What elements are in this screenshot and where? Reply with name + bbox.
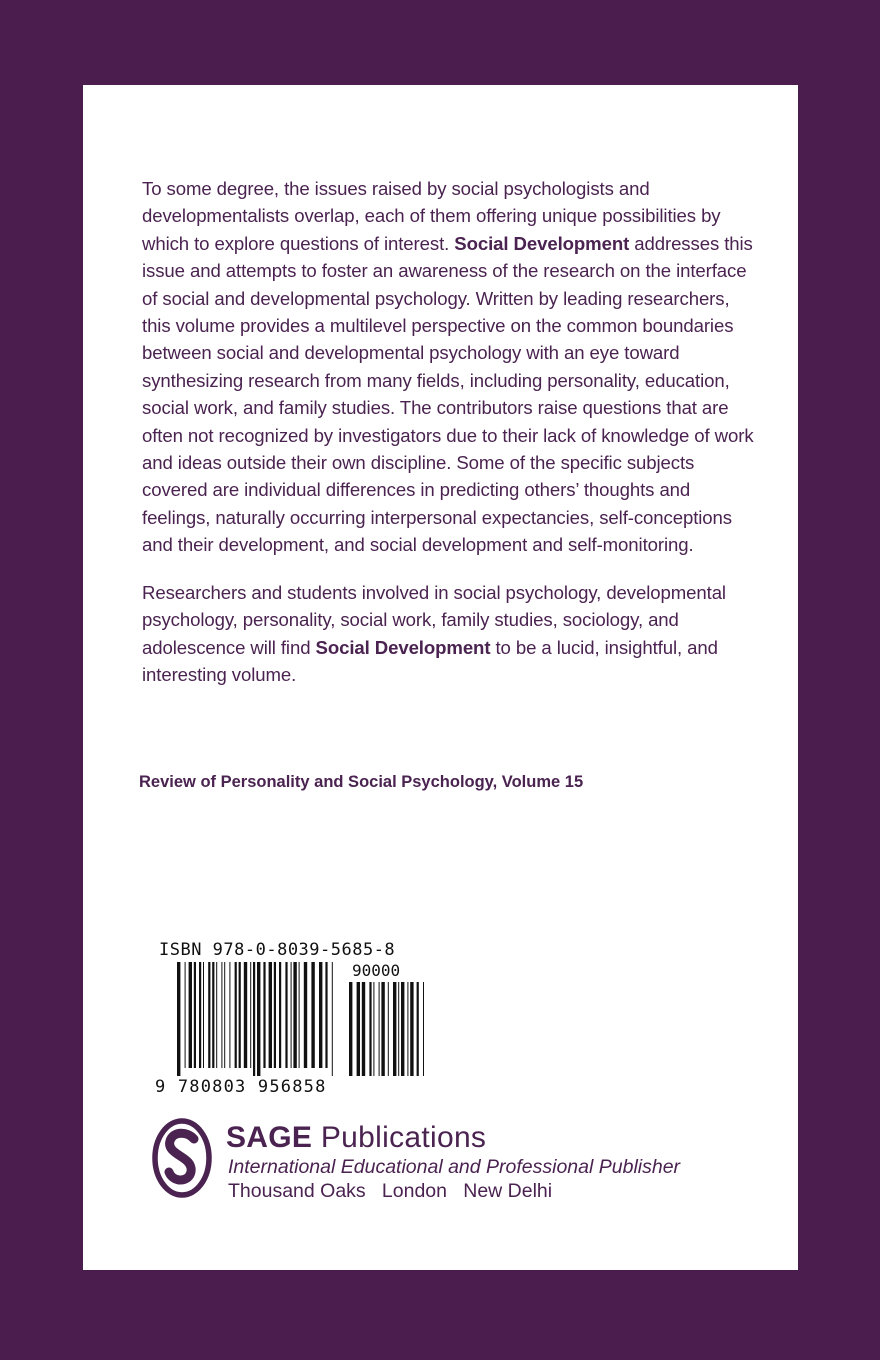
- barcode-bar: [235, 962, 237, 1068]
- barcode-bar: [362, 982, 365, 1076]
- publisher-tagline: International Educational and Professional Publisher: [228, 1156, 681, 1178]
- barcode-bar: [253, 962, 255, 1076]
- publisher-name-bold: SAGE: [226, 1121, 313, 1154]
- barcode-bar: [388, 982, 389, 1076]
- publisher-name-rest: Publications: [312, 1121, 487, 1154]
- barcode-bar: [250, 962, 251, 1068]
- barcode-bar: [279, 962, 281, 1068]
- barcode-bar: [304, 962, 307, 1068]
- barcode-bar: [263, 962, 265, 1068]
- barcode-bar: [299, 962, 300, 1068]
- barcode-bar: [311, 962, 314, 1068]
- series-line: Review of Personality and Social Psychology, Volume 15: [139, 773, 584, 791]
- barcode-bar: [208, 962, 210, 1068]
- description-text: To some degree, the issues raised by social psychologists and developmentalists overlap, each of them offering unique possibilities by which to explore questions of interest.: [142, 178, 721, 254]
- barcode-bar: [393, 982, 396, 1076]
- barcode-bar: [349, 982, 352, 1076]
- publisher-name: [226, 1121, 486, 1155]
- description-paragraph-2: [142, 579, 762, 689]
- barcode-bar: [357, 982, 360, 1076]
- barcode-bar: [401, 982, 404, 1076]
- barcode-bar: [423, 982, 424, 1076]
- barcode-bar: [194, 962, 196, 1068]
- description-text: addresses this issue and attempts to foster an awareness of the research on the interface of social and developmental psychology. Written by leading researchers, this volume provides a multilevel perspective on the common boundaries between social and developmental psychology with an eye toward synthesizing research from many fields, including personality, education, social work, and family studies. The contributors raise questions that are often not recognized by investigators due to their lack of knowledge of work and ideas outside their own discipline. Some of the specific subjects covered are individual differences in predicting others’ thoughts and feelings, naturally occurring interpersonal expectancies, self-conceptions and their development, and social development and self-monitoring.: [142, 232, 754, 556]
- description-paragraph-1: [142, 175, 762, 559]
- barcode-bar: [239, 962, 241, 1068]
- barcode-bar: [216, 962, 217, 1068]
- barcode-bar: [285, 962, 287, 1068]
- back-cover-panel: [83, 85, 798, 1270]
- isbn-number: ISBN 978-0-8039-5685-8: [159, 940, 396, 960]
- barcode-bar: [379, 982, 380, 1076]
- book-description: [142, 175, 762, 688]
- barcode-bars: [155, 940, 435, 1080]
- barcode-bar: [407, 982, 408, 1076]
- barcode-bar: [224, 962, 225, 1068]
- description-text: Researchers and students involved in social psychology, developmental psychology, personality, social work, family studies, sociology, and adolescence will find: [142, 581, 726, 658]
- barcode-bar: [293, 962, 296, 1068]
- barcode-bar: [229, 962, 230, 1068]
- barcode-bar: [291, 962, 292, 1068]
- sage-s-logo-icon: [151, 1117, 213, 1199]
- barcode-bar: [381, 982, 384, 1076]
- barcode-bar: [319, 962, 322, 1068]
- book-title-bold: Social Development: [315, 636, 491, 658]
- barcode-bar: [398, 982, 399, 1076]
- publisher-cities: Thousand Oaks London New Delhi: [228, 1180, 553, 1202]
- barcode-bar: [274, 962, 276, 1068]
- barcode-bar: [203, 962, 204, 1068]
- barcode-bar: [373, 982, 374, 1076]
- isbn-barcode: [155, 940, 435, 1110]
- barcode-bar: [410, 982, 413, 1076]
- barcode-bar: [212, 962, 214, 1068]
- description-text: to be a lucid, insightful, and interesting volume.: [142, 636, 718, 685]
- barcode-bar: [177, 962, 180, 1076]
- barcode-bar: [257, 962, 260, 1076]
- barcode-bar: [332, 962, 333, 1076]
- barcode-bar: [369, 982, 371, 1076]
- barcode-bar: [221, 962, 222, 1068]
- barcode-bar: [417, 982, 419, 1076]
- barcode-bar: [199, 962, 201, 1068]
- barcode-bar: [269, 962, 272, 1068]
- barcode-bar: [189, 962, 192, 1068]
- barcode-bar: [325, 962, 327, 1068]
- ean-number: 9 780803 956858: [155, 1077, 327, 1097]
- barcode-bar: [244, 962, 247, 1068]
- book-title-bold: Social Development: [454, 232, 630, 254]
- barcode-bar: [185, 962, 186, 1068]
- price-addon-number: 90000: [352, 961, 401, 980]
